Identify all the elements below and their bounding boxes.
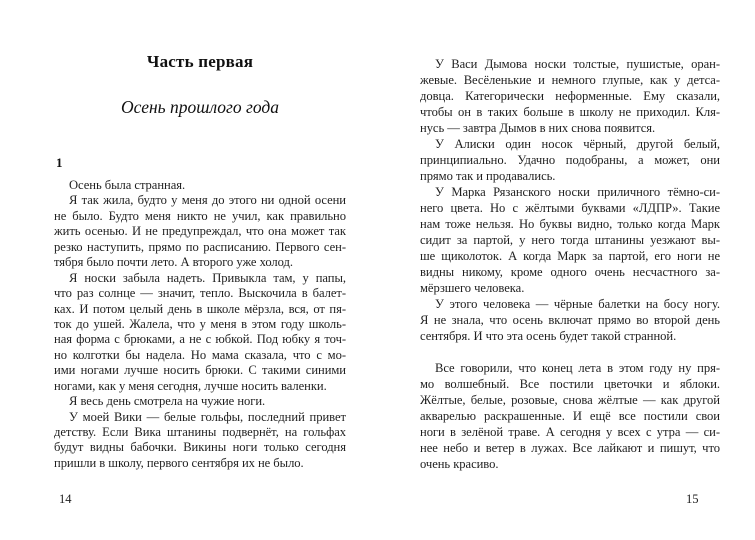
text-line: ими ногами лучше носить брюки. С такими синими <box>54 363 346 378</box>
text-line: У моей Вики — белые гольфы, последний привет <box>69 409 346 424</box>
page-number-right: 15 <box>686 492 699 506</box>
text-line: Все говорили, что конец лета в этом году ну пря- <box>435 361 720 375</box>
text-line: ногами, как у меня сегодня, лучше носить валенки. <box>54 378 327 393</box>
text-line: ток до ушей. Жалела, что у меня в этом году школь- <box>54 316 346 331</box>
text-line: ках. И потом целый день в школе мёрзла, вся, от пя- <box>54 301 346 316</box>
text-line: сентября. И что эта осень будет такой странной. <box>420 329 677 343</box>
part-title: Часть первая <box>146 52 254 71</box>
text-line: нам тоже нельзя. Но буквы видно, только когда Марк <box>420 217 720 231</box>
text-line: Я весь день смотрела на чужие ноги. <box>69 394 266 409</box>
text-line: не было. Будто меня никто не учил, как правильно <box>54 208 346 223</box>
chapter-title: Осень прошлого года <box>121 97 279 117</box>
text-line: резко наступить, прямо по расписанию. Первого сен- <box>54 239 346 254</box>
text-line: принципиально. Удачно подобраны, а может, они <box>420 153 720 167</box>
text-line: довца. Категорически неформенные. Ему сказали, <box>420 89 720 103</box>
text-line: очень красиво. <box>420 457 499 471</box>
text-line: У Васи Дымова носки толстые, пушистые, оран- <box>435 57 720 71</box>
text-line: пришли в школу, первого сентября их не было. <box>54 455 304 470</box>
right-page-lines <box>420 56 720 472</box>
text-line: акварелью раскрашенные. И ещё все постили свои <box>420 409 720 423</box>
page-number-left: 14 <box>59 492 72 506</box>
text-line: ше щиколоток. А когда Марк за партой, его ноги не <box>420 249 720 263</box>
text-line: Я не знала, что осень включат прямо во второй день <box>420 313 720 327</box>
text-line: Жёлтые, белые, розовые, снова жёлтые — как другой <box>420 393 720 407</box>
text-line: чтобы он в таких больше в школу не приходил. Кля- <box>420 105 720 119</box>
text-line: нусь — завтра Дымов в них снова появится. <box>420 121 656 135</box>
text-line: него цвета. Но с жёлтыми буквами «ЛДПР». Такие <box>420 201 720 215</box>
text-line: Я так жила, будто у меня до этого ни одной осени <box>69 193 346 208</box>
text-line: нее небо и ветер в лужах. Все лайкают и пишут, что <box>420 441 720 455</box>
text-line: Я носки забыла надеть. Привыкла там, у папы, <box>69 270 346 285</box>
text-line: будут видны бабочки. Викины ноги только сегодня <box>54 440 346 455</box>
text-line: сидит за партой, у него тогда штанины уезжают вы- <box>420 233 720 247</box>
text-line: ноги в зелёной траве. А сегодня у всех с утра — си- <box>420 425 720 439</box>
text-line: детству. Если Вика штанины подвернёт, на гольфах <box>54 425 346 439</box>
text-line: видны никому, кроме одного очень несчастного за- <box>420 265 720 279</box>
text-line: У Марка Рязанского носки приличного тёмно-си- <box>435 185 720 199</box>
text-line: прямо так и продавались. <box>420 169 556 183</box>
left-page <box>54 0 346 540</box>
text-line: У этого человека — чёрные балетки на босу ногу. <box>435 297 720 311</box>
text-line: У Алиски один носок чёрный, другой белый, <box>435 137 720 151</box>
right-page <box>420 0 720 540</box>
text-line: жевые. Весёленькие и немного глупые, как у детса- <box>420 73 720 87</box>
left-page-lines <box>54 178 346 471</box>
text-line: но колготки бы надела. Но мама сказала, что с мо- <box>54 347 346 362</box>
text-line: ная форма с брюками, а не с юбкой. Под юбку я точ- <box>54 332 346 347</box>
text-line: мо волшебный. Все постили цветочки и яблоки. <box>420 377 720 391</box>
text-line: мёрзшего человека. <box>420 281 525 295</box>
text-line: жить осенью. И не предупреждал, что она может так <box>54 224 346 239</box>
text-line: тября было почти лето. А второго уже холод. <box>54 255 293 270</box>
section-number: 1 <box>56 155 63 170</box>
text-line: что раз солнце — значит, тепло. Выскочила в балет- <box>54 286 346 301</box>
text-line: Осень была странная. <box>69 178 186 192</box>
